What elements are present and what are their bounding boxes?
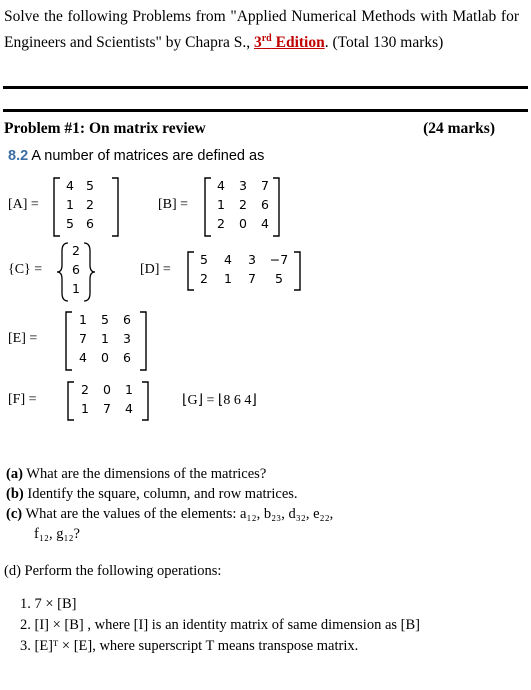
part-b bbox=[6, 485, 298, 504]
matrix-b-label: [B] = bbox=[158, 197, 189, 212]
matrix-a-cell: 2 bbox=[86, 197, 94, 212]
matrix-e-cell: 7 bbox=[79, 331, 87, 346]
matrix-a-cell: 6 bbox=[86, 216, 94, 231]
matrix-f-cell: 1 bbox=[125, 382, 133, 397]
part-a-text: What are the dimensions of the matrices? bbox=[26, 466, 267, 482]
matrix-c-cell: 2 bbox=[72, 243, 80, 258]
part-d-heading: (d) Perform the following operations: bbox=[4, 563, 222, 579]
part-c bbox=[6, 505, 333, 524]
matrix-d-label: [D] = bbox=[140, 262, 171, 277]
matrix-d-cell: 3 bbox=[248, 252, 256, 267]
matrix-e-cell: 1 bbox=[101, 331, 109, 346]
matrix-d-cell: −7 bbox=[269, 252, 289, 267]
matrix-d bbox=[192, 252, 294, 286]
section-divider bbox=[3, 109, 528, 112]
operation-3: 3. [E]ᵀ × [E], where superscript T means transpose matrix. bbox=[20, 638, 359, 654]
matrix-a bbox=[60, 178, 100, 231]
matrix-f-cell: 7 bbox=[103, 401, 111, 416]
matrix-d-cell: 5 bbox=[200, 252, 208, 267]
matrix-b-cell: 2 bbox=[217, 216, 225, 231]
matrix-e-cell: 6 bbox=[123, 350, 131, 365]
matrix-d-cell: 2 bbox=[200, 271, 208, 286]
matrix-e-cell: 6 bbox=[123, 312, 131, 327]
part-a bbox=[6, 465, 266, 484]
matrix-e-cell: 0 bbox=[101, 350, 109, 365]
edition-number: 3 bbox=[253, 34, 262, 52]
part-c-text: What are the values of the elements: a₁₂, b₂₃, d₃₂, e₂₂, bbox=[25, 506, 334, 522]
matrix-b-cell: 4 bbox=[217, 178, 225, 193]
matrix-d-cell: 7 bbox=[248, 271, 256, 286]
matrix-b-cell: 4 bbox=[261, 216, 269, 231]
part-c-label: (c) bbox=[6, 506, 23, 522]
matrix-b-cell: 1 bbox=[217, 197, 225, 212]
matrix-e-label: [E] = bbox=[8, 331, 38, 346]
edition-superscript: rd bbox=[261, 33, 272, 44]
matrix-b bbox=[210, 178, 276, 231]
matrix-b-cell: 7 bbox=[261, 178, 269, 193]
matrix-c bbox=[68, 243, 84, 296]
matrix-c-cell: 1 bbox=[72, 281, 80, 296]
matrix-f-label: [F] = bbox=[8, 392, 37, 407]
part-a-label: (a) bbox=[6, 466, 23, 482]
matrix-e-cell: 4 bbox=[79, 350, 87, 365]
matrix-e bbox=[72, 312, 138, 365]
matrix-b-cell: 3 bbox=[239, 178, 247, 193]
question-line bbox=[8, 148, 264, 164]
matrix-b-cell: 0 bbox=[239, 216, 247, 231]
matrix-d-cell: 1 bbox=[224, 271, 232, 286]
matrix-f bbox=[74, 382, 140, 416]
matrix-d-cell: 5 bbox=[275, 271, 283, 286]
matrix-a-label: [A] = bbox=[8, 197, 39, 212]
matrix-e-cell: 5 bbox=[101, 312, 109, 327]
matrix-a-cell: 5 bbox=[86, 178, 94, 193]
intro-paragraph bbox=[4, 6, 519, 54]
part-b-label: (b) bbox=[6, 486, 24, 502]
matrix-e-cell: 1 bbox=[79, 312, 87, 327]
matrix-a-cell: 4 bbox=[66, 178, 74, 193]
problem-marks: (24 marks) bbox=[423, 120, 495, 137]
matrix-d-cell: 4 bbox=[224, 252, 232, 267]
matrix-c-cell: 6 bbox=[72, 262, 80, 277]
matrix-f-cell: 4 bbox=[125, 401, 133, 416]
edition-link[interactable] bbox=[254, 34, 325, 51]
matrix-c-braces bbox=[54, 241, 114, 303]
operation-1: 1. 7 × [B] bbox=[20, 596, 77, 612]
intro-text-start: Solve the following Problems from "Applied Numerical Methods with Matlab for Engineers and Scientists" by Chapra S., bbox=[4, 8, 519, 52]
matrix-b-cell: 6 bbox=[261, 197, 269, 212]
edition-word: Edition bbox=[271, 34, 325, 52]
part-b-text: Identify the square, column, and row matrices. bbox=[27, 486, 298, 502]
intro-text-end: . (Total 130 marks) bbox=[324, 34, 444, 52]
matrix-f-cell: 2 bbox=[81, 382, 89, 397]
matrix-f-cell: 1 bbox=[81, 401, 89, 416]
part-c-continued: f₁₂, g₁₂? bbox=[34, 526, 80, 542]
question-text: A number of matrices are defined as bbox=[31, 148, 265, 164]
top-divider bbox=[3, 86, 528, 89]
matrix-e-cell: 3 bbox=[123, 331, 131, 346]
matrix-c-label: {C} = bbox=[8, 262, 43, 277]
matrix-a-cell: 5 bbox=[66, 216, 74, 231]
matrix-f-cell: 0 bbox=[103, 382, 111, 397]
question-number: 8.2 bbox=[8, 148, 29, 164]
problem-title: Problem #1: On matrix review bbox=[4, 120, 206, 137]
operation-2: 2. [I] × [B] , where [I] is an identity matrix of same dimension as [B] bbox=[20, 617, 420, 633]
matrix-a-cell: 1 bbox=[66, 197, 74, 212]
matrix-b-cell: 2 bbox=[239, 197, 247, 212]
matrix-g-row: ⌊G⌋ = ⌊8 6 4⌋ bbox=[182, 393, 257, 408]
